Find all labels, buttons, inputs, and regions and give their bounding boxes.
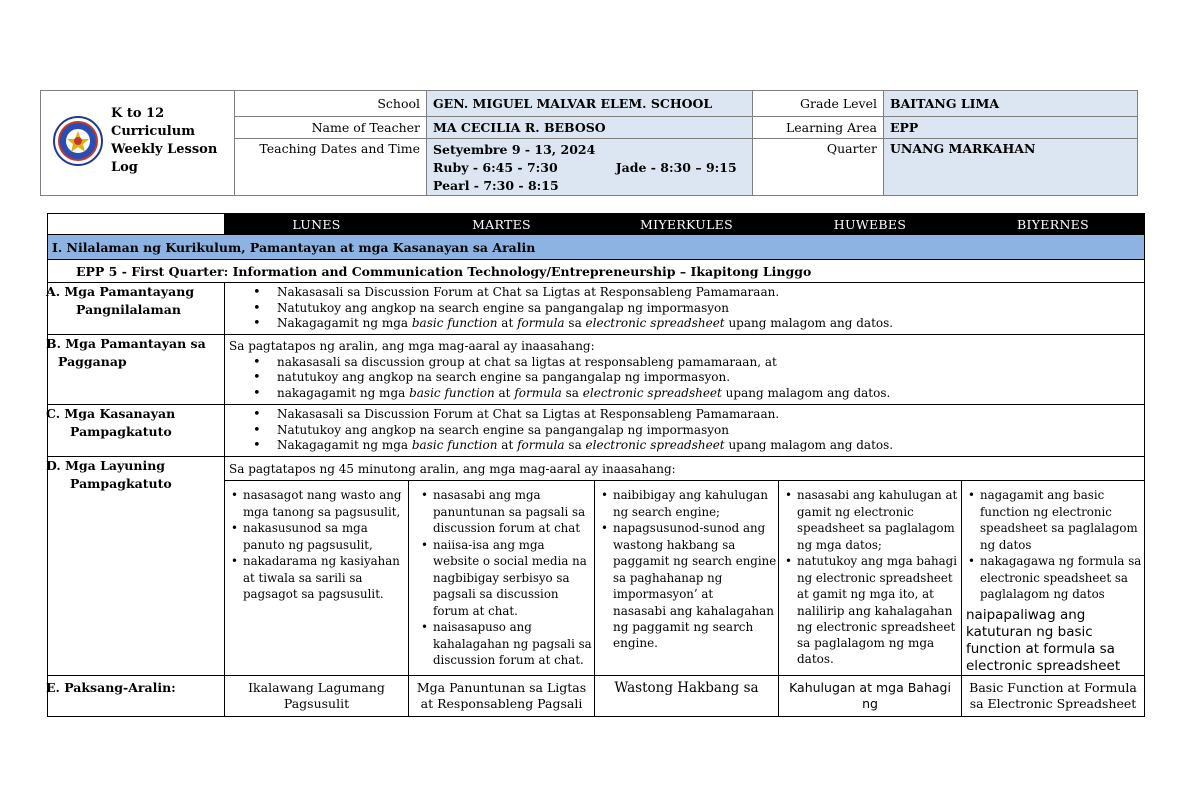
- list-item: • nakasasali sa discussion group at chat sa ligtas at responsableng pamamaraan, at: [277, 355, 1144, 371]
- list-item: • Nakasasali sa Discussion Forum at Chat sa Ligtas at Responsableng Pamamaraan.: [277, 285, 1144, 301]
- row-a-list: [225, 285, 1144, 332]
- teacher-value: MA CECILIA R. BEBOSO: [427, 117, 753, 139]
- row-d-wed-tail: nasasabi ang kahalagahan ng paggamit ng search engine.: [613, 603, 774, 650]
- row-e-fri: Basic Function at Formula sa Electronic Spreadsheet: [962, 676, 1145, 717]
- dates-value: [427, 139, 753, 196]
- row-a-label: [48, 283, 225, 335]
- row-d-fri-tail: naipapaliwag ang katuturan ng basic function at formula sa electronic spreadsheet: [966, 606, 1121, 674]
- row-c-label-2: Pampagkatuto: [70, 424, 172, 439]
- quarter-label: Quarter: [753, 139, 884, 196]
- day-wednesday: MIYERKULES: [595, 214, 779, 235]
- row-d-fri: [962, 481, 1145, 676]
- dates-label: Teaching Dates and Time: [235, 139, 427, 196]
- row-d-tue: [409, 481, 595, 676]
- row-b-list: [225, 355, 1144, 402]
- list-item: • nasasagot nang wasto ang mga tanong sa pagsusulit,: [225, 487, 408, 520]
- dates-jade: Jade - 8:30 – 9:15: [615, 160, 737, 175]
- list-item: • nasasabi ang kahulugan at gamit ng electronic speadsheet sa paglalagom ng mga datos;: [779, 487, 961, 553]
- row-d-label-2: Pampagkatuto: [70, 476, 172, 491]
- list-item: • nasasabi ang mga panuntunan sa pagsali sa discussion forum at chat: [415, 487, 594, 537]
- list-item: • naisasapuso ang kahalagahan ng pagsali sa discussion forum at chat.: [415, 619, 594, 669]
- header-table: [40, 90, 1138, 196]
- list-item: • Natutukoy ang angkop na search engine sa pangangalap ng impormasyon: [277, 301, 1144, 317]
- row-e-label: E. Paksang-Aralin:: [48, 676, 225, 717]
- row-b-label-2: Pagganap: [58, 354, 127, 369]
- list-item: • Nakagagamit ng mga basic function at formula sa electronic spreadsheet upang malagom ang datos.: [277, 438, 1144, 454]
- list-item: • Nakagagamit ng mga basic function at formula sa electronic spreadsheet upang malagom ang datos.: [277, 316, 1144, 332]
- row-a-label-2: Pangnilalaman: [76, 302, 181, 317]
- dates-pearl: Pearl - 7:30 - 8:15: [433, 178, 559, 193]
- dates-week: Setyembre 9 - 13, 2024: [433, 142, 596, 157]
- row-d-mon: [225, 481, 409, 676]
- row-e-thu: Kahulugan at mga Bahagi ng: [779, 676, 962, 717]
- lesson-log-table: [47, 213, 1145, 717]
- day-friday: BIYERNES: [962, 214, 1145, 235]
- row-c-list: [225, 407, 1144, 454]
- deped-seal-icon: [53, 116, 103, 166]
- list-item: • natutukoy ang mga bahagi ng electronic spreadsheet at gamit ng mga ito, at: [779, 553, 961, 603]
- logo-cell: [41, 91, 235, 196]
- row-d-thu-tail: nalilirip ang kahalagahan ng electronic spreadsheet sa paglalagom ng mga datos.: [797, 603, 956, 666]
- row-d-intro: Sa pagtatapos ng 45 minutong aralin, ang mga mag-aaral ay inaasahang:: [225, 457, 1145, 481]
- list-item: • naibibigay ang kahulugan ng search engine;: [595, 487, 778, 520]
- row-e-mon: Ikalawang Lagumang Pagsusulit: [225, 676, 409, 717]
- row-e-wed: Wastong Hakbang sa: [595, 676, 779, 717]
- school-value: GEN. MIGUEL MALVAR ELEM. SCHOOL: [427, 91, 753, 117]
- epp-title: EPP 5 - First Quarter: Information and Communication Technology/Entrepreneurship – Ikapitong Linggo: [48, 260, 1145, 283]
- grade-label: Grade Level: [753, 91, 884, 117]
- row-c-label-1: C. Mga Kasanayan: [46, 406, 176, 421]
- days-header-row: [48, 214, 1145, 235]
- row-b-label-1: B. Mga Pamantayan sa: [46, 336, 206, 351]
- day-monday: LUNES: [225, 214, 409, 235]
- row-b-content: [225, 335, 1145, 405]
- day-tuesday: MARTES: [409, 214, 595, 235]
- row-c-content: [225, 405, 1145, 457]
- dates-ruby: Ruby - 6:45 - 7:30: [433, 160, 558, 175]
- row-a-label-1: A. Mga Pamantayang: [46, 284, 195, 299]
- teacher-label: Name of Teacher: [235, 117, 427, 139]
- list-item: • nakasusunod sa mga panuto ng pagsusulit,: [225, 520, 408, 553]
- row-d-thu: [779, 481, 962, 676]
- list-item: • napagsusunod-sunod ang wastong hakbang sa paggamit ng search engine sa paghahanap ng impormasyon’ at: [595, 520, 778, 603]
- row-b-label: [48, 335, 225, 405]
- row-a-content: [225, 283, 1145, 335]
- list-item: • naiisa-isa ang mga website o social media na nagbibigay serbisyo sa pagsali sa discussion forum at chat.: [415, 537, 594, 620]
- row-c-label: [48, 405, 225, 457]
- quarter-value: UNANG MARKAHAN: [884, 139, 1138, 196]
- school-label: School: [235, 91, 427, 117]
- row-d-label: [48, 457, 225, 676]
- row-d-label-1: D. Mga Layuning: [46, 458, 166, 473]
- area-value: EPP: [884, 117, 1138, 139]
- k12-title-line1: K to 12 Curriculum: [111, 106, 195, 139]
- list-item: • Nakasasali sa Discussion Forum at Chat sa Ligtas at Responsableng Pamamaraan.: [277, 407, 1144, 423]
- days-blank-cell: [48, 214, 225, 235]
- row-b-intro: Sa pagtatapos ng aralin, ang mga mag-aaral ay inaasahang:: [229, 339, 595, 353]
- list-item: • nakagagawa ng formula sa electronic speadsheet sa paglalagom ng datos: [962, 553, 1144, 603]
- list-item: • nagagamit ang basic function ng electronic speadsheet sa paglalagom ng datos: [962, 487, 1144, 553]
- list-item: • natutukoy ang angkop na search engine sa pangangalap ng impormasyon.: [277, 370, 1144, 386]
- list-item: • Natutukoy ang angkop na search engine sa pangangalap ng impormasyon: [277, 423, 1144, 439]
- grade-value: BAITANG LIMA: [884, 91, 1138, 117]
- list-item: • nakagagamit ng mga basic function at formula sa electronic spreadsheet upang malagom ang datos.: [277, 386, 1144, 402]
- area-label: Learning Area: [753, 117, 884, 139]
- k12-title-line2: Weekly Lesson Log: [111, 142, 218, 175]
- row-d-wed: [595, 481, 779, 676]
- row-e-tue: Mga Panuntunan sa Ligtas at Responsableng Pagsali: [409, 676, 595, 717]
- section-title: I. Nilalaman ng Kurikulum, Pamantayan at mga Kasanayan sa Aralin: [48, 235, 1145, 260]
- list-item: • nakadarama ng kasiyahan at tiwala sa sarili sa pagsagot sa pagsusulit.: [225, 553, 408, 603]
- day-thursday: HUWEBES: [779, 214, 962, 235]
